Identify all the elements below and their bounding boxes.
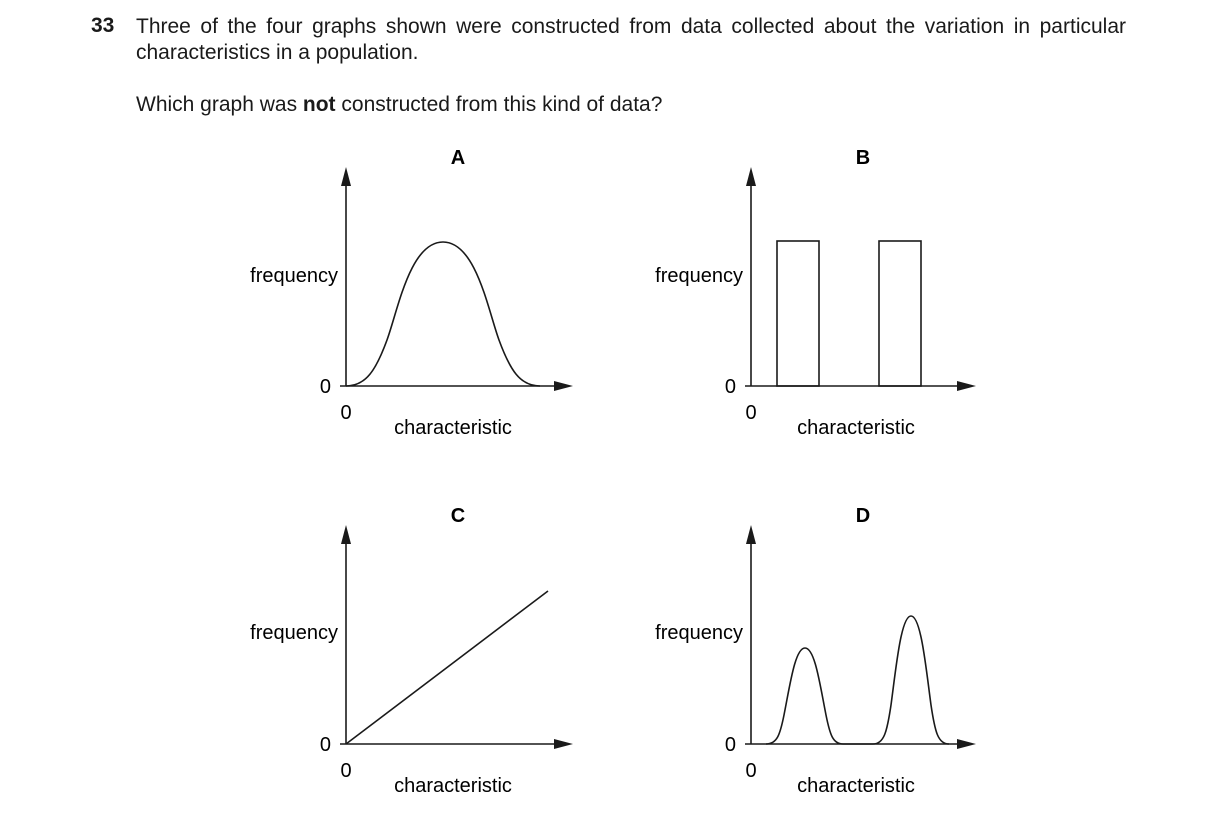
x-origin-b: 0 — [745, 402, 757, 424]
question-stem: Three of the four graphs shown were constructed from data collected about the variation in particular characteristics in a population. — [136, 15, 1126, 64]
option-label-d: D — [855, 505, 871, 527]
y-origin-b: 0 — [724, 376, 736, 398]
y-axis-arrow-d — [746, 525, 756, 544]
y-label-b: frequency — [655, 265, 743, 287]
two-peaks-curve-d — [766, 616, 949, 744]
x-label-d: characteristic — [797, 775, 915, 797]
x-axis-arrow-c — [554, 739, 573, 749]
y-label-c: frequency — [250, 622, 338, 644]
y-origin-a: 0 — [319, 376, 331, 398]
bar-2-b — [879, 241, 921, 386]
x-axis-arrow-b — [957, 381, 976, 391]
x-label-c: characteristic — [394, 775, 512, 797]
question-number: 33 — [91, 14, 115, 37]
y-axis-arrow-b — [746, 167, 756, 186]
y-origin-c: 0 — [319, 734, 331, 756]
option-label-c: C — [450, 505, 466, 527]
y-label-d: frequency — [655, 622, 743, 644]
graph-c — [250, 505, 573, 797]
y-axis-arrow-a — [341, 167, 351, 186]
bar-1-b — [777, 241, 819, 386]
option-label-b: B — [855, 147, 871, 169]
bell-curve-a — [346, 242, 540, 386]
straight-line-c — [346, 591, 548, 744]
ask-suffix: constructed from this kind of data? — [335, 93, 663, 116]
x-origin-a: 0 — [340, 402, 352, 424]
x-label-b: characteristic — [797, 417, 915, 439]
y-label-a: frequency — [250, 265, 338, 287]
ask-emphasis: not — [302, 93, 336, 116]
option-label-a: A — [450, 147, 466, 169]
x-label-a: characteristic — [394, 417, 512, 439]
x-axis-arrow-d — [957, 739, 976, 749]
x-axis-arrow-a — [554, 381, 573, 391]
x-origin-d: 0 — [745, 760, 757, 782]
y-axis-arrow-c — [341, 525, 351, 544]
ask-prefix: Which graph was — [136, 93, 303, 116]
graph-d — [655, 505, 976, 797]
y-origin-d: 0 — [724, 734, 736, 756]
graph-a — [250, 147, 573, 439]
x-origin-c: 0 — [340, 760, 352, 782]
graph-b — [655, 147, 976, 439]
